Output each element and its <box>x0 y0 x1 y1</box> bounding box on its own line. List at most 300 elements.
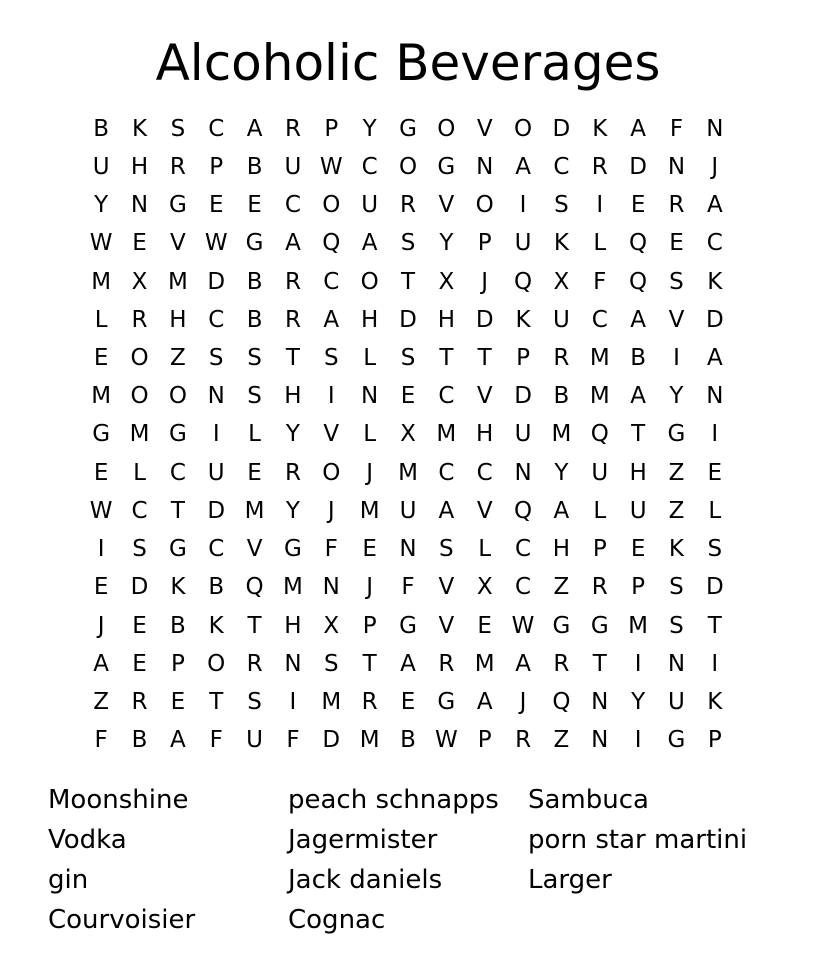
grid-letter[interactable]: K <box>515 306 531 333</box>
grid-letter[interactable]: S <box>669 574 684 601</box>
grid-letter[interactable]: R <box>400 192 416 219</box>
grid-letter[interactable]: V <box>476 497 493 524</box>
grid-letter[interactable]: D <box>475 306 494 333</box>
grid-letter[interactable]: B <box>93 115 110 142</box>
grid-letter[interactable]: Z <box>668 459 685 486</box>
grid-letter[interactable]: W <box>319 153 343 180</box>
grid-letter[interactable]: N <box>706 115 724 142</box>
grid-letter[interactable]: E <box>93 345 109 372</box>
grid-letter[interactable]: U <box>668 689 685 716</box>
grid-letter[interactable]: G <box>667 421 686 448</box>
grid-letter[interactable]: V <box>438 574 455 601</box>
grid-letter[interactable]: S <box>247 345 262 372</box>
grid-letter[interactable]: K <box>208 612 224 639</box>
grid-letter[interactable]: A <box>323 306 340 333</box>
grid-letter[interactable]: T <box>247 612 262 639</box>
grid-letter[interactable]: C <box>169 459 186 486</box>
grid-letter[interactable]: P <box>631 574 646 601</box>
grid-letter[interactable]: S <box>554 192 569 219</box>
grid-letter[interactable]: Q <box>245 574 264 601</box>
grid-letter[interactable]: S <box>669 268 684 295</box>
grid-letter[interactable]: E <box>247 459 262 486</box>
grid-letter[interactable]: L <box>708 497 722 524</box>
grid-letter[interactable]: E <box>630 192 646 219</box>
grid-letter[interactable]: J <box>366 459 374 486</box>
grid-letter[interactable]: J <box>97 612 105 639</box>
grid-letter[interactable]: O <box>398 153 418 180</box>
grid-letter[interactable]: N <box>322 574 340 601</box>
grid-letter[interactable]: E <box>208 192 224 219</box>
grid-letter[interactable]: N <box>591 727 609 754</box>
grid-letter[interactable]: E <box>669 230 684 257</box>
grid-letter[interactable]: H <box>130 153 149 180</box>
grid-letter[interactable]: P <box>707 727 722 754</box>
grid-letter[interactable]: R <box>131 689 148 716</box>
grid-letter[interactable]: K <box>707 689 723 716</box>
grid-letter[interactable]: A <box>553 497 570 524</box>
grid-letter[interactable]: M <box>551 421 572 448</box>
grid-letter[interactable]: G <box>168 192 187 219</box>
grid-letter[interactable]: U <box>361 192 379 219</box>
grid-letter[interactable]: G <box>667 727 686 754</box>
grid-letter[interactable]: N <box>476 153 494 180</box>
grid-letter[interactable]: M <box>129 421 150 448</box>
grid-letter[interactable]: L <box>363 345 377 372</box>
grid-letter[interactable]: Z <box>668 497 685 524</box>
grid-letter[interactable]: U <box>591 459 609 486</box>
grid-letter[interactable]: P <box>516 345 530 372</box>
grid-letter[interactable]: O <box>322 459 341 486</box>
grid-letter[interactable]: M <box>589 383 610 410</box>
grid-letter[interactable]: U <box>246 727 263 754</box>
grid-letter[interactable]: T <box>707 612 722 639</box>
grid-letter[interactable]: G <box>245 230 264 257</box>
grid-letter[interactable]: S <box>439 536 454 563</box>
grid-letter[interactable]: K <box>668 536 684 563</box>
grid-letter[interactable]: C <box>208 306 225 333</box>
grid-letter[interactable]: H <box>437 306 455 333</box>
grid-letter[interactable]: N <box>514 459 532 486</box>
grid-letter[interactable]: Q <box>590 421 609 448</box>
grid-letter[interactable]: K <box>170 574 186 601</box>
grid-letter[interactable]: A <box>630 306 646 333</box>
grid-letter[interactable]: F <box>593 268 607 295</box>
grid-letter[interactable]: M <box>359 727 380 754</box>
word-list <box>48 780 808 940</box>
grid-letter[interactable]: M <box>321 689 342 716</box>
grid-letter[interactable]: Y <box>285 421 300 448</box>
grid-letter[interactable]: A <box>706 345 723 372</box>
grid-letter[interactable]: N <box>706 383 724 410</box>
grid-letter[interactable]: C <box>131 497 148 524</box>
grid-letter[interactable]: B <box>400 727 416 754</box>
grid-letter[interactable]: C <box>515 536 532 563</box>
grid-letter[interactable]: E <box>477 612 492 639</box>
grid-letter[interactable]: H <box>360 306 379 333</box>
grid-letter[interactable]: D <box>207 497 226 524</box>
grid-letter[interactable]: M <box>91 383 112 410</box>
grid-letter[interactable]: T <box>631 421 646 448</box>
grid-letter[interactable]: P <box>362 612 377 639</box>
grid-letter[interactable]: J <box>327 497 335 524</box>
grid-letter[interactable]: O <box>360 268 379 295</box>
grid-letter[interactable]: X <box>476 574 493 601</box>
grid-letter[interactable]: H <box>552 536 571 563</box>
grid-letter[interactable]: D <box>207 268 226 295</box>
grid-letter[interactable]: A <box>285 230 301 257</box>
grid-letter[interactable]: U <box>514 230 532 257</box>
grid-letter[interactable]: R <box>284 115 301 142</box>
grid-letter[interactable]: A <box>630 115 646 142</box>
grid-letter[interactable]: S <box>400 230 416 257</box>
grid-letter[interactable]: C <box>284 192 301 219</box>
grid-letter[interactable]: Z <box>553 574 570 601</box>
grid-letter[interactable]: W <box>511 612 535 639</box>
grid-letter[interactable]: P <box>592 536 607 563</box>
grid-letter[interactable]: U <box>552 306 570 333</box>
grid-letter[interactable]: A <box>93 650 110 677</box>
grid-letter[interactable]: F <box>324 536 338 563</box>
grid-letter[interactable]: V <box>476 383 493 410</box>
grid-letter[interactable]: I <box>673 345 680 372</box>
grid-letter[interactable]: L <box>363 421 377 448</box>
grid-letter[interactable]: Q <box>514 268 533 295</box>
grid-letter[interactable]: O <box>130 383 149 410</box>
grid-letter[interactable]: T <box>439 345 454 372</box>
word-list-item: peach schnapps <box>288 785 499 815</box>
grid-letter[interactable]: N <box>667 650 686 677</box>
grid-letter[interactable]: L <box>593 230 607 257</box>
grid-letter[interactable]: A <box>400 650 416 677</box>
grid-letter[interactable]: C <box>438 383 455 410</box>
grid-letter[interactable]: C <box>476 459 493 486</box>
grid-letter[interactable]: N <box>399 536 417 563</box>
grid-letter[interactable]: F <box>94 727 108 754</box>
grid-letter[interactable]: O <box>475 192 494 219</box>
grid-letter[interactable]: W <box>89 497 113 524</box>
grid-letter[interactable]: U <box>514 421 532 448</box>
grid-letter[interactable]: P <box>477 727 492 754</box>
grid-letter[interactable]: K <box>592 115 608 142</box>
grid-letter[interactable]: G <box>399 612 417 639</box>
grid-letter[interactable]: R <box>284 306 301 333</box>
word-list-item: Larger <box>528 865 612 895</box>
grid-letter[interactable]: F <box>209 727 223 754</box>
word-list-item: Vodka <box>48 825 127 855</box>
grid-letter[interactable]: C <box>208 536 225 563</box>
grid-letter[interactable]: V <box>246 536 263 563</box>
grid-letter[interactable]: E <box>362 536 377 563</box>
grid-letter[interactable]: S <box>669 612 684 639</box>
grid-letter[interactable]: S <box>132 536 147 563</box>
grid-letter[interactable]: D <box>322 727 341 754</box>
grid-letter[interactable]: C <box>438 459 455 486</box>
grid-letter[interactable]: O <box>322 192 341 219</box>
grid-letter[interactable]: A <box>515 650 531 677</box>
grid-letter[interactable]: M <box>244 497 265 524</box>
grid-letter[interactable]: K <box>707 268 723 295</box>
grid-letter[interactable]: S <box>707 536 723 563</box>
grid-letter[interactable]: A <box>246 115 263 142</box>
grid-letter[interactable]: E <box>630 536 646 563</box>
grid-letter[interactable]: Y <box>669 383 684 410</box>
grid-letter[interactable]: G <box>590 612 609 639</box>
grid-letter[interactable]: R <box>668 192 685 219</box>
grid-letter[interactable]: E <box>132 230 147 257</box>
grid-letter[interactable]: O <box>207 650 226 677</box>
grid-letter[interactable]: A <box>361 230 378 257</box>
grid-letter[interactable]: B <box>246 306 263 333</box>
grid-letter[interactable]: G <box>399 115 417 142</box>
grid-letter[interactable]: H <box>284 612 302 639</box>
letter-grid <box>82 110 734 760</box>
grid-letter[interactable]: N <box>207 383 225 410</box>
grid-letter[interactable]: C <box>515 574 532 601</box>
grid-letter[interactable]: M <box>589 345 610 372</box>
grid-letter[interactable]: X <box>131 268 148 295</box>
grid-letter[interactable]: D <box>552 115 571 142</box>
grid-letter[interactable]: H <box>476 421 494 448</box>
grid-letter[interactable]: T <box>362 650 377 677</box>
grid-letter[interactable]: B <box>131 727 148 754</box>
grid-letter[interactable]: G <box>168 536 187 563</box>
grid-letter[interactable]: V <box>476 115 493 142</box>
grid-letter[interactable]: K <box>553 230 569 257</box>
grid-letter[interactable]: V <box>668 306 685 333</box>
grid-letter[interactable]: Z <box>169 345 186 372</box>
grid-letter[interactable]: L <box>593 497 607 524</box>
grid-letter[interactable]: D <box>705 574 724 601</box>
grid-letter[interactable]: J <box>366 574 374 601</box>
grid-letter[interactable]: R <box>246 650 263 677</box>
grid-letter[interactable]: S <box>247 689 262 716</box>
grid-letter[interactable]: C <box>553 153 570 180</box>
grid-letter[interactable]: S <box>400 345 416 372</box>
grid-letter[interactable]: R <box>169 153 186 180</box>
word-list-item: gin <box>48 865 89 895</box>
grid-letter[interactable]: L <box>94 306 108 333</box>
grid-letter[interactable]: B <box>208 574 225 601</box>
word-list-item: Sambuca <box>528 785 649 815</box>
grid-letter[interactable]: R <box>591 153 608 180</box>
grid-letter[interactable]: P <box>324 115 339 142</box>
grid-letter[interactable]: Y <box>631 689 646 716</box>
grid-letter[interactable]: Q <box>552 689 571 716</box>
grid-letter[interactable]: R <box>438 650 455 677</box>
grid-letter[interactable]: M <box>436 421 457 448</box>
grid-letter[interactable]: Z <box>93 689 110 716</box>
grid-letter[interactable]: B <box>246 268 263 295</box>
grid-letter[interactable]: T <box>592 650 607 677</box>
grid-letter[interactable]: S <box>170 115 186 142</box>
grid-letter[interactable]: L <box>248 421 261 448</box>
grid-letter[interactable]: A <box>706 192 723 219</box>
grid-letter[interactable]: E <box>132 612 147 639</box>
grid-letter[interactable]: W <box>204 230 228 257</box>
grid-letter[interactable]: L <box>478 536 492 563</box>
grid-letter[interactable]: X <box>438 268 455 295</box>
grid-letter[interactable]: M <box>283 574 303 601</box>
grid-letter[interactable]: U <box>92 153 110 180</box>
grid-letter[interactable]: V <box>438 192 455 219</box>
grid-letter[interactable]: T <box>285 345 300 372</box>
grid-letter[interactable]: R <box>591 574 608 601</box>
grid-letter[interactable]: D <box>399 306 417 333</box>
grid-letter[interactable]: X <box>323 612 340 639</box>
grid-letter[interactable]: Q <box>322 230 341 257</box>
grid-letter[interactable]: G <box>437 153 456 180</box>
grid-letter[interactable]: K <box>131 115 148 142</box>
grid-letter[interactable]: E <box>93 574 109 601</box>
grid-letter[interactable]: B <box>246 153 263 180</box>
grid-letter[interactable]: V <box>170 230 186 257</box>
grid-letter[interactable]: J <box>481 268 489 295</box>
grid-letter[interactable]: N <box>361 383 379 410</box>
grid-letter[interactable]: N <box>591 689 609 716</box>
grid-letter[interactable]: F <box>286 727 300 754</box>
grid-letter[interactable]: S <box>323 345 339 372</box>
grid-letter[interactable]: E <box>707 459 723 486</box>
grid-letter[interactable]: O <box>168 383 187 410</box>
grid-letter[interactable]: S <box>247 383 262 410</box>
grid-letter[interactable]: H <box>169 306 187 333</box>
grid-letter[interactable]: I <box>212 421 220 448</box>
puzzle-title: Alcoholic Beverages <box>155 34 661 92</box>
grid-letter[interactable]: F <box>669 115 684 142</box>
grid-letter[interactable]: Y <box>94 192 109 219</box>
grid-letter[interactable]: J <box>711 153 719 180</box>
grid-letter[interactable]: C <box>706 230 723 257</box>
grid-letter[interactable]: T <box>209 689 224 716</box>
grid-letter[interactable]: R <box>515 727 532 754</box>
grid-letter[interactable]: G <box>168 421 187 448</box>
grid-letter[interactable]: T <box>400 268 416 295</box>
grid-letter[interactable]: C <box>208 115 225 142</box>
grid-letter[interactable]: I <box>711 421 719 448</box>
grid-letter[interactable]: A <box>476 689 493 716</box>
grid-letter[interactable]: I <box>634 650 642 677</box>
grid-letter[interactable]: H <box>629 459 647 486</box>
grid-letter[interactable]: U <box>399 497 417 524</box>
grid-letter[interactable]: X <box>553 268 570 295</box>
grid-letter[interactable]: I <box>97 536 105 563</box>
grid-letter[interactable]: R <box>553 650 570 677</box>
grid-letter[interactable]: E <box>93 459 109 486</box>
grid-letter[interactable]: Q <box>629 268 648 295</box>
grid-letter[interactable]: G <box>437 689 456 716</box>
grid-letter[interactable]: A <box>515 153 531 180</box>
grid-letter[interactable]: I <box>327 383 335 410</box>
grid-letter[interactable]: D <box>629 153 647 180</box>
word-list-item: Moonshine <box>48 785 189 815</box>
grid-letter[interactable]: Y <box>362 115 377 142</box>
grid-letter[interactable]: D <box>705 306 724 333</box>
grid-letter[interactable]: N <box>667 153 686 180</box>
grid-letter[interactable]: O <box>437 115 456 142</box>
grid-letter[interactable]: C <box>361 153 378 180</box>
grid-letter[interactable]: X <box>400 421 416 448</box>
grid-letter[interactable]: T <box>477 345 492 372</box>
grid-letter[interactable]: R <box>553 345 570 372</box>
grid-letter[interactable]: E <box>400 689 416 716</box>
grid-letter[interactable]: I <box>519 192 527 219</box>
grid-letter[interactable]: P <box>209 153 224 180</box>
grid-letter[interactable]: V <box>438 612 455 639</box>
grid-letter[interactable]: C <box>323 268 340 295</box>
grid-letter[interactable]: U <box>207 459 225 486</box>
grid-letter[interactable]: N <box>284 650 302 677</box>
grid-letter[interactable]: A <box>438 497 455 524</box>
grid-letter[interactable]: R <box>284 459 301 486</box>
grid-letter[interactable]: M <box>91 268 112 295</box>
grid-letter[interactable]: Y <box>439 230 454 257</box>
grid-letter[interactable]: B <box>630 345 646 372</box>
grid-letter[interactable]: M <box>398 459 418 486</box>
grid-letter[interactable]: W <box>434 727 458 754</box>
grid-letter[interactable]: A <box>630 383 646 410</box>
word-list-item: porn star martini <box>528 825 748 855</box>
grid-letter[interactable]: S <box>323 650 339 677</box>
grid-letter[interactable]: D <box>130 574 149 601</box>
grid-letter[interactable]: H <box>284 383 302 410</box>
grid-letter[interactable]: I <box>711 650 719 677</box>
grid-letter[interactable]: U <box>284 153 302 180</box>
grid-letter[interactable]: T <box>170 497 185 524</box>
grid-letter[interactable]: M <box>359 497 380 524</box>
grid-letter[interactable]: E <box>247 192 262 219</box>
grid-letter[interactable]: R <box>361 689 378 716</box>
grid-letter[interactable]: L <box>133 459 146 486</box>
grid-letter[interactable]: E <box>132 650 147 677</box>
grid-letter[interactable]: R <box>284 268 301 295</box>
grid-letter[interactable]: B <box>169 612 186 639</box>
grid-letter[interactable]: W <box>89 230 113 257</box>
grid-letter[interactable]: I <box>596 192 604 219</box>
grid-letter[interactable]: O <box>130 345 149 372</box>
grid-letter[interactable]: P <box>477 230 492 257</box>
grid-letter[interactable]: Q <box>629 230 648 257</box>
grid-letter[interactable]: R <box>131 306 148 333</box>
grid-letter[interactable]: I <box>634 727 642 754</box>
grid-letter[interactable]: P <box>170 650 185 677</box>
grid-letter[interactable]: A <box>170 727 186 754</box>
grid-letter[interactable]: Z <box>553 727 570 754</box>
grid-letter[interactable]: M <box>628 612 649 639</box>
grid-letter[interactable]: M <box>474 650 495 677</box>
grid-letter[interactable]: J <box>519 689 527 716</box>
grid-letter[interactable]: I <box>289 689 297 716</box>
grid-letter[interactable]: B <box>553 383 570 410</box>
grid-letter[interactable]: E <box>400 383 416 410</box>
grid-letter[interactable]: Y <box>285 497 300 524</box>
grid-letter[interactable]: G <box>284 536 302 563</box>
grid-letter[interactable]: U <box>629 497 647 524</box>
word-list-item: Jagermister <box>288 825 438 855</box>
grid-letter[interactable]: D <box>514 383 532 410</box>
grid-letter[interactable]: S <box>208 345 224 372</box>
grid-letter[interactable]: G <box>92 421 111 448</box>
grid-letter[interactable]: C <box>591 306 608 333</box>
grid-letter[interactable]: V <box>323 421 340 448</box>
grid-letter[interactable]: M <box>167 268 188 295</box>
grid-letter[interactable]: F <box>401 574 415 601</box>
grid-letter[interactable]: E <box>170 689 186 716</box>
grid-letter[interactable]: N <box>130 192 149 219</box>
grid-letter[interactable]: G <box>552 612 571 639</box>
grid-letter[interactable]: Q <box>514 497 533 524</box>
grid-letter[interactable]: O <box>514 115 533 142</box>
grid-letter[interactable]: Y <box>554 459 569 486</box>
